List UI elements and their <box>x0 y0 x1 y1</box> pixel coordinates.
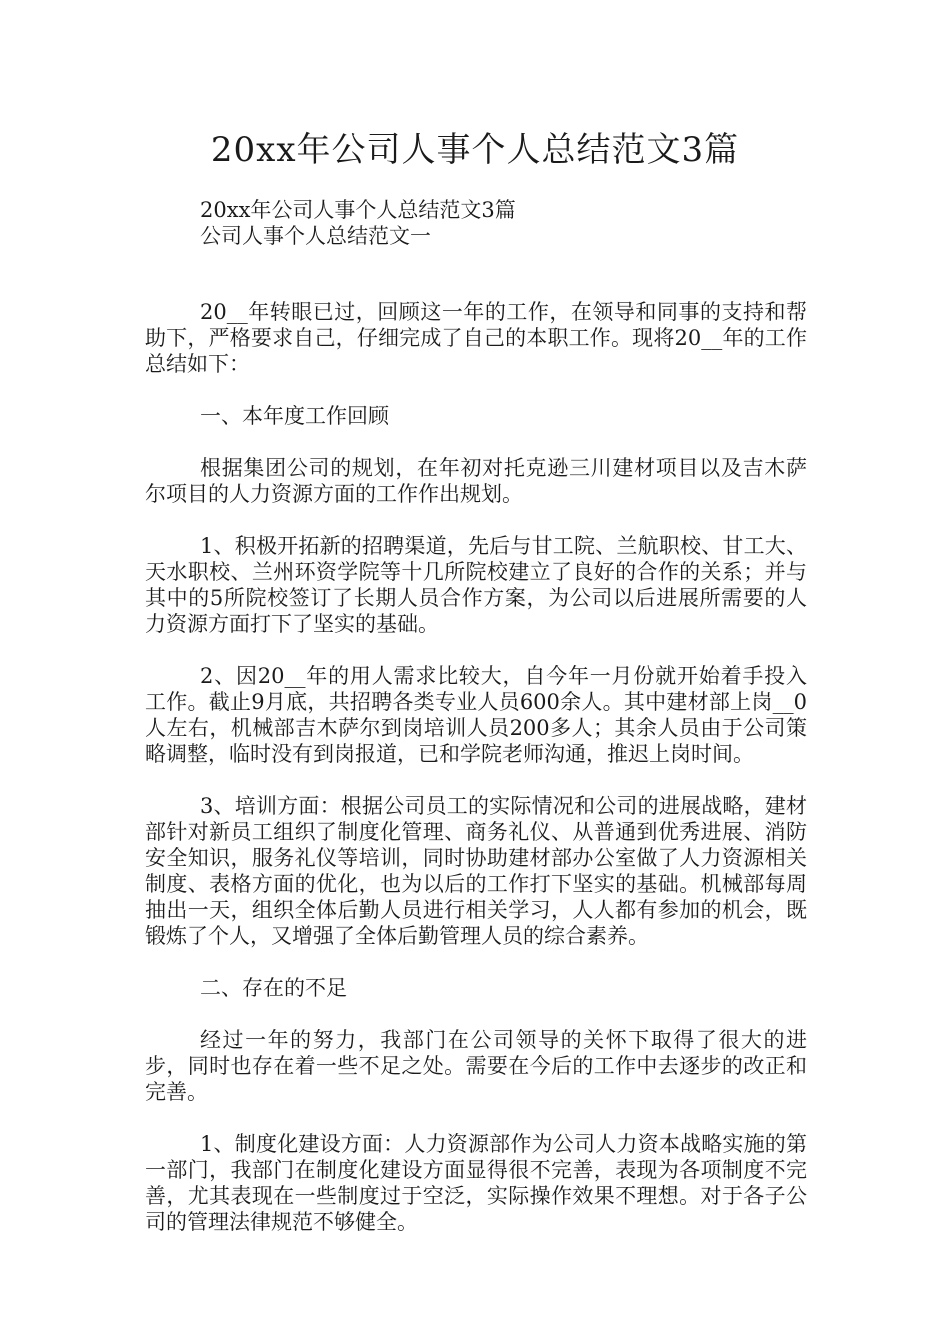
paragraph-recruitment-results: 2、因20__年的用人需求比较大，自今年一月份就开始着手投入工作。截止9月底，共招聘各类专业人员600余人。其中建材部上岗__0人左右，机械部吉木萨尔到岗培训人员200多人；其余人员由于公司策略调整，临时没有到岗报道，已和学院老师沟通，推迟上岗时间。 <box>145 664 807 766</box>
paragraph-training: 3、培训方面：根据公司员工的实际情况和公司的进展战略，建材部针对新员工组织了制度化管理、商务礼仪、从普通到优秀进展、消防安全知识，服务礼仪等培训，同时协助建材部办公室做了人力资源相关制度、表格方面的优化，也为以后的工作打下坚实的基础。机械部每周抽出一天，组织全体后勤人员进行相关学习，人人都有参加的机会，既锻炼了个人，又增强了全体后勤管理人员的综合素养。 <box>145 794 807 948</box>
section-name: 公司人事个人总结范文一 <box>200 224 431 248</box>
heading-work-review: 一、本年度工作回顾 <box>200 404 389 428</box>
paragraph-planning: 根据集团公司的规划，在年初对托克逊三川建材项目以及吉木萨尔项目的人力资源方面的工作作出规划。 <box>145 456 807 506</box>
paragraph-recruitment-channels: 1、积极开拓新的招聘渠道，先后与甘工院、兰航职校、甘工大、天水职校、兰州环资学院等十几所院校建立了良好的合作的关系；并与其中的5所院校签订了长期人员合作方案，为公司以后进展所需要的人力资源方面打下了坚实的基础。 <box>145 534 807 636</box>
document-body <box>145 197 807 1261</box>
heading-shortcomings: 二、存在的不足 <box>200 976 347 1000</box>
paragraph-institution-building: 1、制度化建设方面：人力资源部作为公司人力资本战略实施的第一部门，我部门在制度化建设方面显得很不完善，表现为各项制度不完善，尤其表现在一些制度过于空泛，实际操作效果不理想。对于各子公司的管理法律规范不够健全。 <box>145 1132 807 1234</box>
paragraph-progress: 经过一年的努力，我部门在公司领导的关怀下取得了很大的进步，同时也存在着一些不足之处。需要在今后的工作中去逐步的改正和完善。 <box>145 1028 807 1104</box>
document-title: 20xx年公司人事个人总结范文3篇 <box>210 130 740 170</box>
subtitle-repeat: 20xx年公司人事个人总结范文3篇 <box>200 198 516 222</box>
spacer <box>145 249 807 299</box>
paragraph-intro: 20__年转眼已过，回顾这一年的工作，在领导和同事的支持和帮助下，严格要求自己，仔细完成了自己的本职工作。现将20__年的工作总结如下： <box>145 300 807 376</box>
